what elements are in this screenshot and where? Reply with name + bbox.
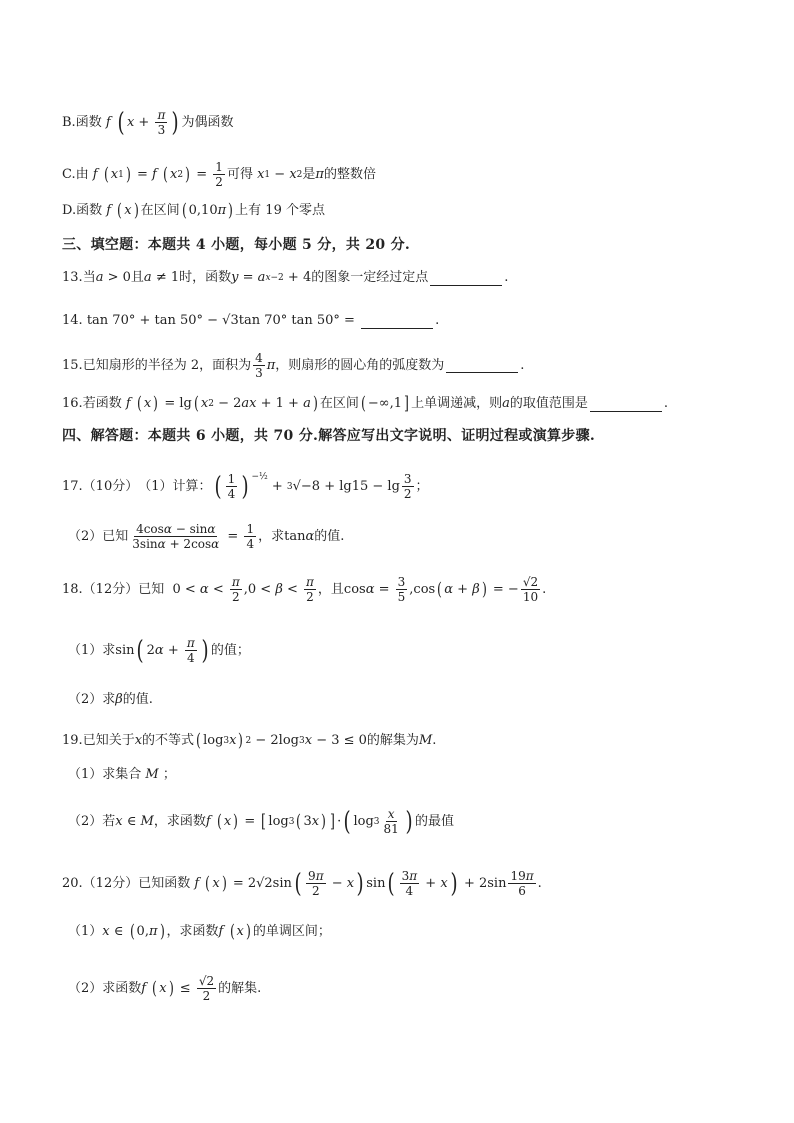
text: 函数	[75, 114, 102, 130]
text: 由	[75, 166, 89, 182]
section-3-title: 三、填空题：本题共 4 小题，每小题 5 分，共 20 分.	[62, 237, 411, 253]
question-20: 20.（12分）已知函数 f ( x ) = 2√2sin ( $\frac{9\pi}{2}$ − x ) sin ( $\frac{3\pi}{4}$ + x ) + 2sin $\frac{19\pi}{6}$ .	[62, 868, 542, 899]
text: 在区间	[140, 203, 180, 218]
question-20-part-1: （1） x ∈ ( 0, π ) ，求函数 f ( x ) 的单调区间；	[68, 921, 331, 942]
question-17-part-2: （2）已知 $\frac{4\cos\alpha - \sin\alpha}{3\sin\alpha + 2\cos\alpha}$ = $\frac{1}{4}$ ，求 tanα 的值.	[68, 522, 345, 551]
text: 函数	[76, 203, 103, 218]
question-16: 16. 若函数 f ( x ) = lg ( x 2 − 2 ax + 1 + a ) 在区间 ( −∞,1 ] 上单调递减，则 a 的取值范围是 .	[62, 393, 668, 414]
question-15: 15. 已知扇形的半径为 2，面积为 $\frac{4}{3}$ π ，则扇形的圆心角的弧度数为 .	[62, 351, 525, 380]
answer-blank[interactable]	[430, 271, 502, 286]
text: 的整数倍	[323, 166, 376, 182]
question-19-part-2: （2）若 x ∈ M ，求函数 f ( x ) = [ log 3 ( 3 x ) ] · ( log 3 $\frac{x}{81}$ ) 的最值	[68, 806, 454, 837]
question-19: 19. 已知关于 x 的不等式 ( log 3 x ) 2 − 2log 3 x − 3 ≤ 0 的解集为 M .	[62, 730, 437, 751]
section-4-title: 四、解答题：本题共 6 小题，共 70 分.解答应写出文字说明、证明过程或演算步骤.	[62, 428, 596, 444]
answer-blank[interactable]	[446, 358, 518, 373]
option-c: C. 由 f ( x 1 ) = f ( x 2 ) = $\frac{1}{2}$ 可得 x 1 − x 2 是 π 的整数倍	[62, 160, 376, 189]
option-label: B.	[62, 114, 76, 130]
text: 上有 19 个零点	[235, 203, 325, 218]
option-label: D.	[62, 203, 77, 218]
text: 为偶函数	[181, 114, 234, 130]
question-13: 13. 当 a > 0 且 a ≠ 1 时，函数 y = a x −2 + 4 的图象一定经过定点 .	[62, 270, 509, 285]
question-18-part-2: （2）求 β 的值.	[68, 692, 153, 707]
option-d: D. 函数 f ( x ) 在区间 ( 0,10 π ) 上有 19 个零点	[62, 200, 325, 221]
option-label: C.	[62, 166, 76, 182]
question-19-part-1: （1）求集合 M ；	[68, 767, 176, 782]
question-14: 14. tan 70° + tan 50° − √3tan 70° tan 50° = .	[62, 313, 440, 328]
option-b: B. 函数 f ( x + $\frac{\pi}{3}$ ) 为偶函数	[62, 107, 234, 138]
question-18-part-1: （1）求 sin ( 2 α + $\frac{\pi}{4}$ ) 的值；	[68, 635, 250, 666]
question-17-part-1: 17.（10分） （1）计算： ( $\frac{1}{4}$ ) $^{-\frac{1}{2}}$ + $_3$ √−8 + lg15 − lg $\frac{3}{2}$ ；	[62, 471, 429, 502]
text: 是	[302, 166, 316, 182]
question-20-part-2: （2）求函数 f ( x ) ≤ $\frac{√2}{2}$ 的解集.	[68, 974, 262, 1003]
question-18: 18.（12分）已知 0 < α < $\frac{\pi}{2}$ ,0 < β < $\frac{\pi}{2}$ ，且 cos α = $\frac{3}{5}$ ,cos ( α + β ) = − $\frac{√2}{10}$ .	[62, 575, 547, 604]
text: 可得	[226, 166, 253, 182]
answer-blank[interactable]	[361, 314, 433, 329]
answer-blank[interactable]	[590, 397, 662, 412]
